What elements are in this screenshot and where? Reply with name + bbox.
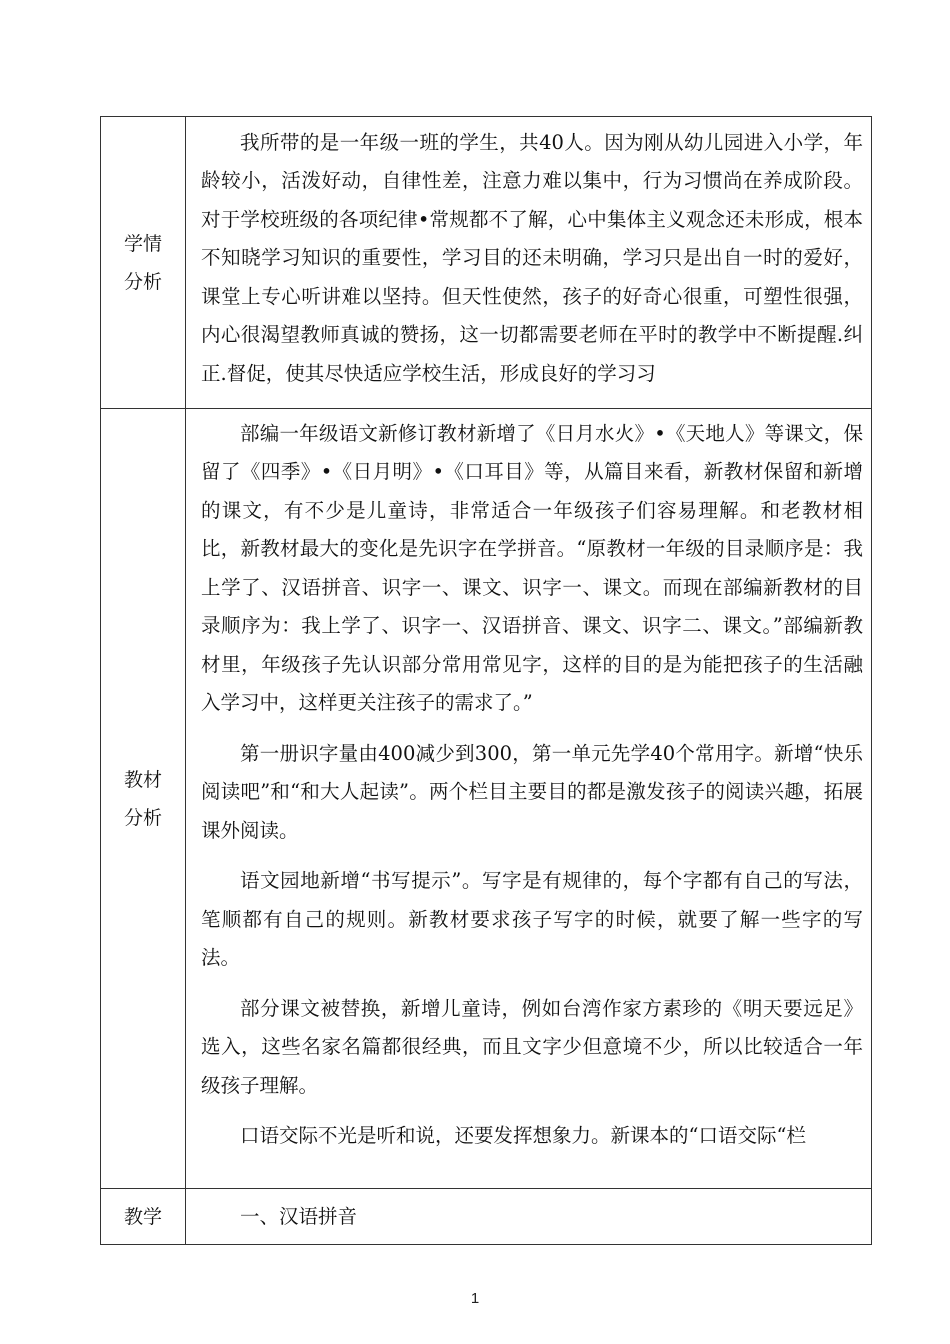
table-row-teaching <box>101 1189 872 1245</box>
row-label-line: 分析 <box>123 806 162 829</box>
page-number: 1 <box>470 1290 480 1307</box>
table-row-student-analysis <box>101 117 872 409</box>
paragraph: 口语交际不光是听和说，还要发挥想象力。新课本的“口语交际“栏 <box>240 1124 806 1147</box>
paragraph: 语文园地新增“书写提示”。写字是有规律的，每个字都有自己的写法，笔顺都有自己的规则。新教材要求孩子写字的时候，就要了解一些字的写法。 <box>201 869 863 969</box>
table-row-textbook-analysis <box>101 409 872 1189</box>
row-content-teaching <box>186 1189 872 1245</box>
row-label-line: 教学 <box>123 1205 162 1228</box>
paragraph: 部分课文被替换，新增儿童诗，例如台湾作家方素珍的《明天要远足》选入，这些名家名篇都很经典，而且文字少但意境不少，所以比较适合一年级孩子理解。 <box>201 996 863 1097</box>
row-label-student-analysis <box>101 117 186 409</box>
row-label-line: 分析 <box>123 270 162 293</box>
paragraph: 部编一年级语文新修订教材新增了《日月水火》•《天地人》等课文，保留了《四季》•《日月明》•《口耳目》等，从篇目来看，新教材保留和新增的课文，有不少是儿童诗，非常适合一年级孩子们容易理解。和老教材相比，新教材最大的变化是先识字在学拼音。“原教材一年级的目录顺序是：我上学了、汉语拼音、识字一、课文、识字一、课文。而现在部编新教材的目录顺序为：我上学了、识字一、汉语拼音、课文、识字二、课文。”部编新教材里，年级孩子先认识部分常用常见字，这样的目的是为能把孩子的生活融入学习中，这样更关注孩子的需求了。” <box>201 421 863 714</box>
paragraph: 一、汉语拼音 <box>240 1204 358 1228</box>
row-label-line: 教材 <box>123 768 162 791</box>
row-content-textbook-analysis <box>186 409 872 1189</box>
paragraph: 第一册识字量由400减少到300，第一单元先学40个常用字。新增“快乐阅读吧”和“和大人起读”。两个栏目主要目的都是激发孩子的阅读兴趣，拓展课外阅读。 <box>201 741 863 842</box>
row-content-student-analysis <box>186 117 872 409</box>
lesson-plan-table <box>100 116 872 1245</box>
row-label-line: 学情 <box>123 232 162 255</box>
paragraph: 我所带的是一年级一班的学生，共40人。因为刚从幼儿园进入小学，年龄较小，活泼好动，自律性差，注意力难以集中，行为习惯尚在养成阶段。对于学校班级的各项纪律•常规都不了解，心中集体主义观念还未形成，根本不知晓学习知识的重要性，学习目的还未明确，学习只是出自一时的爱好，课堂上专心听讲难以坚持。但天性使然，孩子的好奇心很重，可塑性很强，内心很渴望教师真诚的赞扬，这一切都需要老师在平时的教学中不断提醒.纠正.督促，使其尽快适应学校生活，形成良好的学习习 <box>201 130 863 385</box>
row-label-textbook-analysis <box>101 409 186 1189</box>
row-label-teaching <box>101 1189 186 1245</box>
